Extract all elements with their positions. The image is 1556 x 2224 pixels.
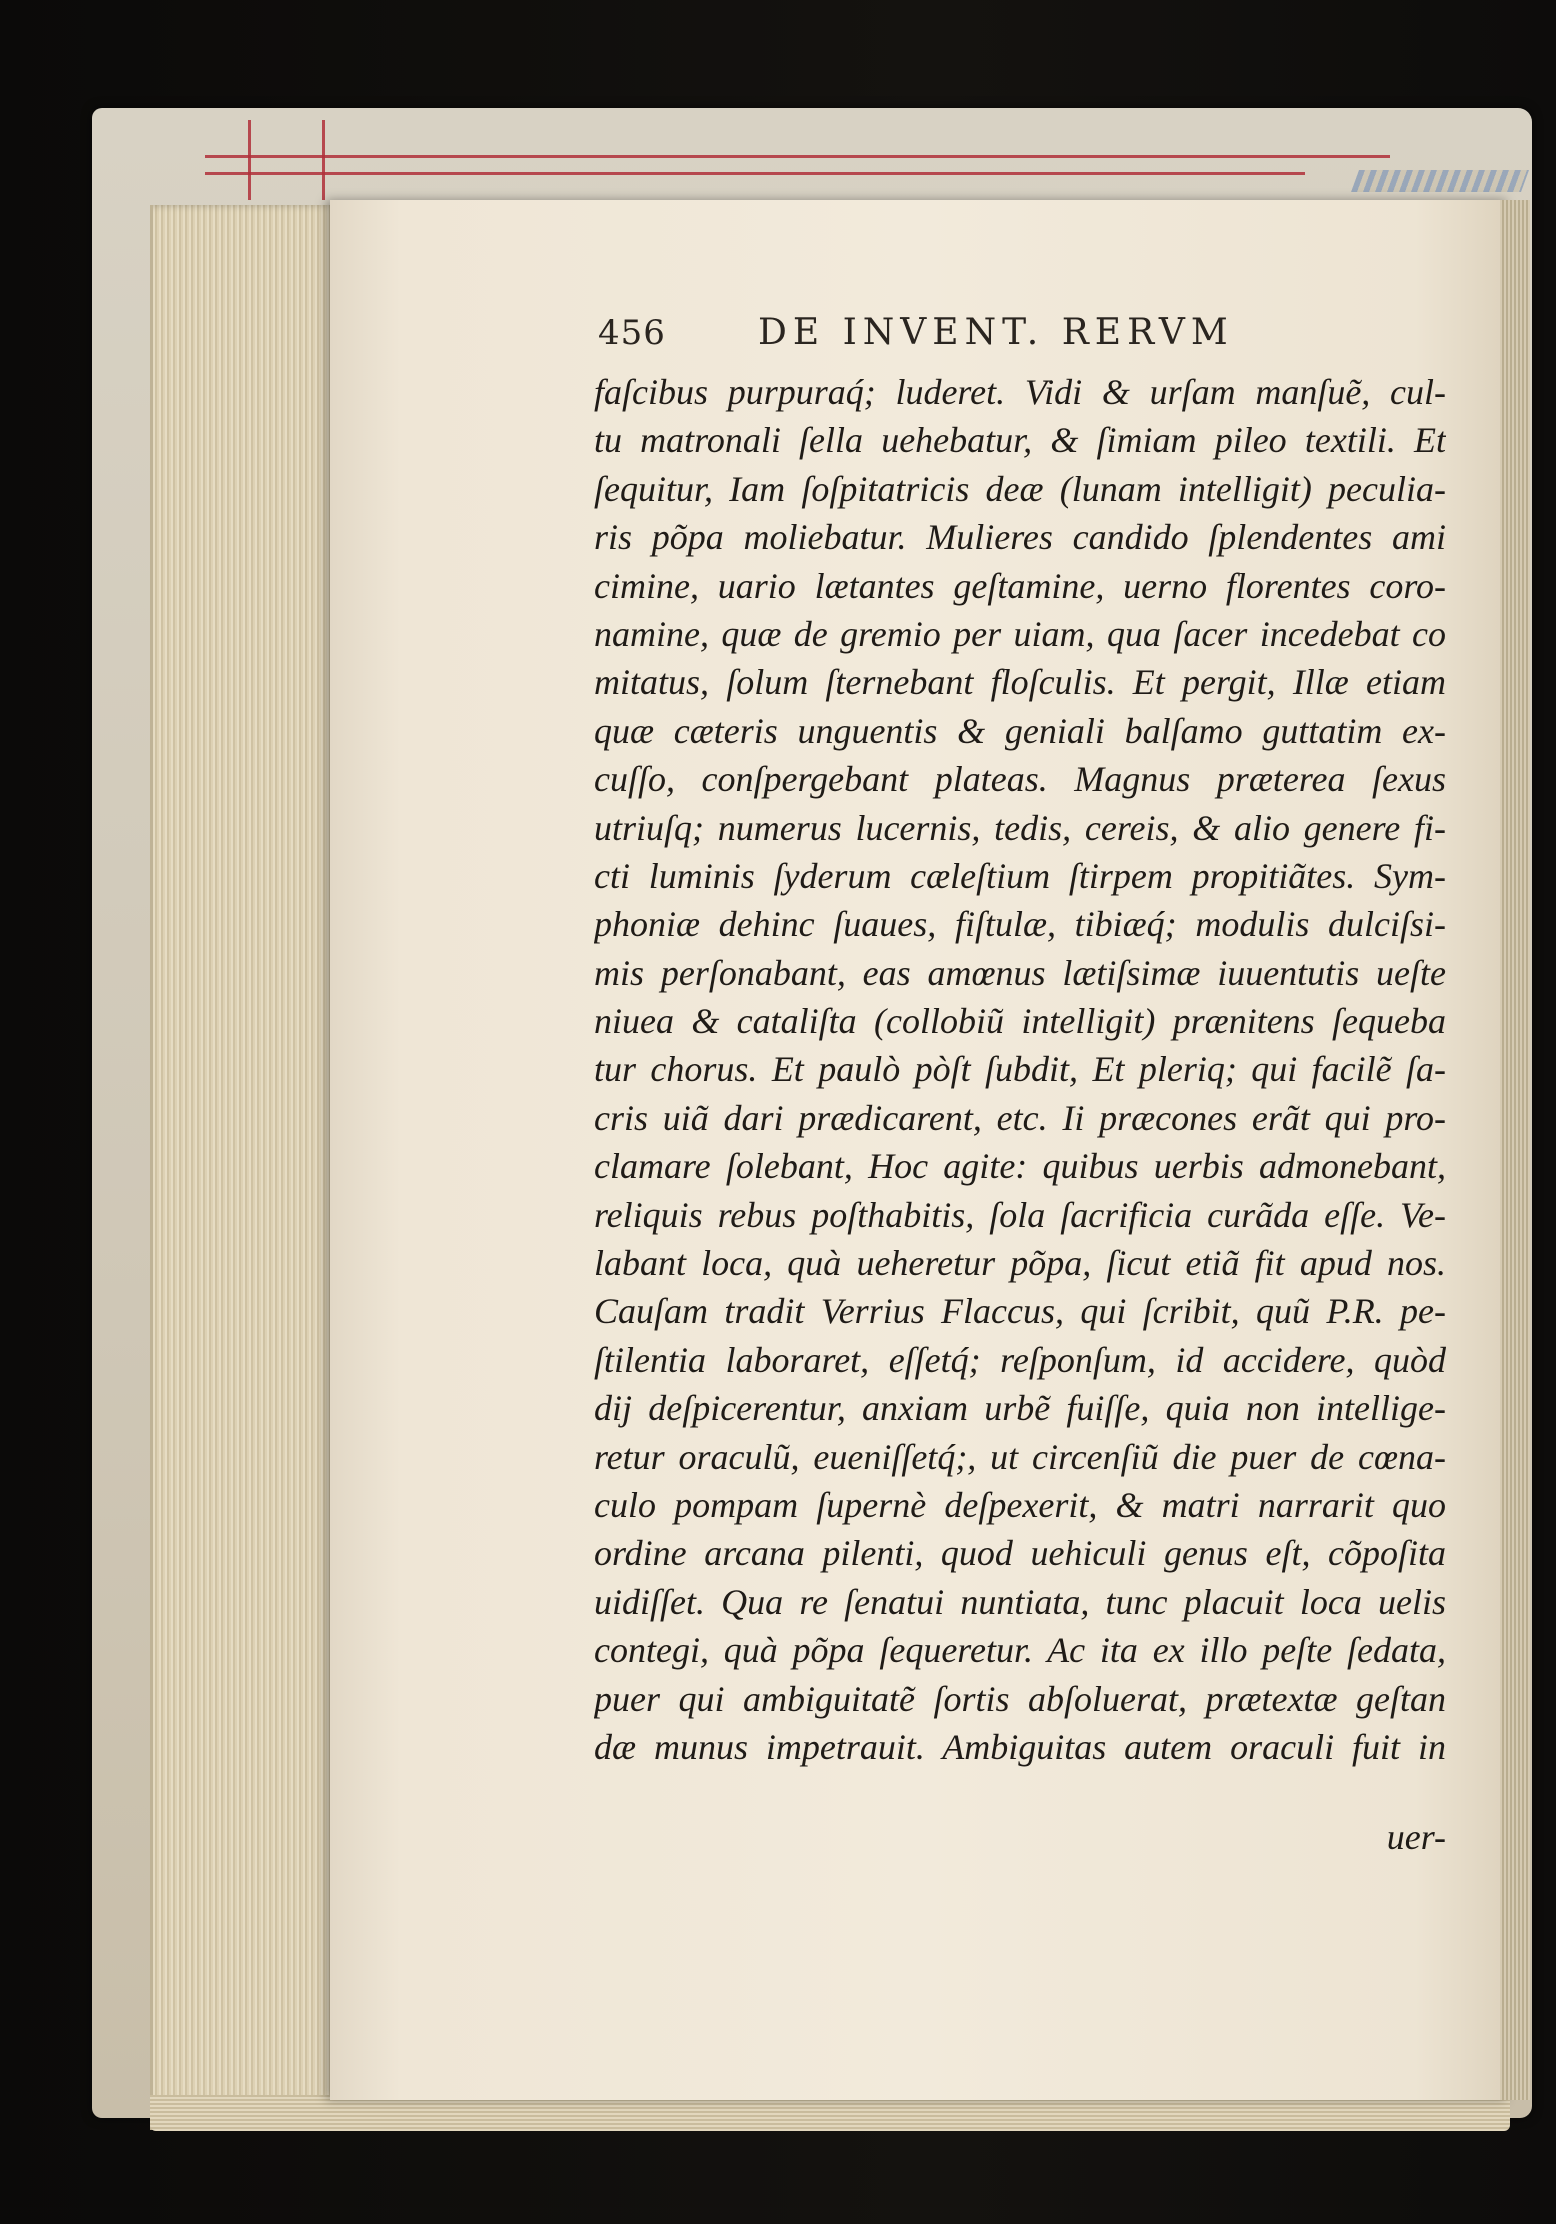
text-line: ris põpa moliebatur. Mulieres candido ſplendentes ami: [594, 517, 1446, 558]
text-line: cimine, uario lætantes geſtamine, uerno florentes coro-: [594, 565, 1446, 606]
text-line: culo pompam ſupernè deſpexerit, & matri narrarit quo: [594, 1484, 1446, 1525]
text-line: labant loca, quà ueheretur põpa, ſicut etiã fit apud nos.: [594, 1243, 1446, 1284]
page-header: [598, 312, 1298, 358]
text-line: ſequitur, Iam ſoſpitatricis deæ (lunam intelligit) peculia-: [594, 468, 1446, 509]
text-line: contegi, quà põpa ſequeretur. Ac ita ex illo peſte ſedata,: [594, 1630, 1446, 1671]
text-line: cti luminis ſyderum cæleſtium ſtirpem propitiãtes. Sym-: [594, 855, 1446, 896]
text-line: faſcibus purpuraq́; luderet. Vidi & urſam manſuẽ, cul-: [594, 372, 1446, 412]
page-number: 456: [598, 313, 666, 353]
cover-marbled-edge: [1351, 170, 1529, 192]
text-line: ſtilentia laboraret, eſſetq́; reſponſum, id accidere, quòd: [594, 1339, 1446, 1380]
text-line: dæ munus impetrauit. Ambiguitas autem oraculi fuit in: [594, 1726, 1446, 1767]
cover-red-rule: [322, 120, 325, 200]
text-line: utriuſq; numerus lucernis, tedis, cereis, & alio genere fi-: [594, 807, 1446, 848]
text-line: Cauſam tradit Verrius Flaccus, qui ſcribit, quũ P.R. pe-: [594, 1291, 1446, 1332]
text-line: puer qui ambiguitatẽ ſortis abſoluerat, prætextæ geſtan: [594, 1678, 1446, 1719]
text-line: niuea & cataliſta (collobiũ intelligit) prænitens ſequeba: [594, 1001, 1446, 1042]
page-stack-right: [1500, 200, 1530, 2100]
text-line: uidiſſet. Qua re ſenatui nuntiata, tunc placuit loca uelis: [594, 1581, 1446, 1622]
text-line: ordine arcana pilenti, quod uehiculi genus eſt, cõpoſita: [594, 1533, 1446, 1574]
text-line: namine, quæ de gremio per uiam, qua ſacer incedebat co: [594, 613, 1446, 654]
text-line: mitatus, ſolum ſternebant floſculis. Et pergit, Illæ etiam: [594, 662, 1446, 703]
text-line: cris uiã dari prædicarent, etc. Ii præcones erãt qui pro-: [594, 1097, 1446, 1138]
text-line: cuſſo, conſpergebant plateas. Magnus præterea ſexus: [594, 759, 1446, 800]
text-line: retur oraculũ, eueniſſetq́;, ut circenſiũ die puer de cœna-: [594, 1436, 1446, 1477]
cover-red-rule: [205, 172, 1305, 175]
cover-red-rule: [248, 120, 251, 200]
text-line: tu matronali ſella uehebatur, & ſimiam pileo textili. Et: [594, 420, 1446, 461]
body-text: [594, 368, 1446, 1771]
text-line: phoniæ dehinc ſuaues, fiſtulæ, tibiæq́; modulis dulciſsi-: [594, 904, 1446, 945]
text-line: mis perſonabant, eas amœnus lætiſsimæ iuuentutis ueſte: [594, 952, 1446, 993]
text-line: reliquis rebus poſthabitis, ſola ſacrificia curãda eſſe. Ve-: [594, 1194, 1446, 1235]
page-stack-bottom: [150, 2095, 1510, 2131]
text-line: clamare ſolebant, Hoc agite: quibus uerbis admonebant,: [594, 1146, 1446, 1187]
running-title: DE INVENT. RERVM: [758, 312, 1234, 353]
text-line: dij deſpicerentur, anxiam urbẽ fuiſſe, quia non intellige-: [594, 1388, 1446, 1429]
text-line: quæ cæteris unguentis & geniali balſamo guttatim ex-: [594, 710, 1446, 751]
page-stack-left: [150, 205, 348, 2130]
catchword: uer-: [1386, 1817, 1446, 1857]
cover-red-rule: [205, 155, 1390, 158]
text-line: tur chorus. Et paulò pòſt ſubdit, Et pleriq; qui facilẽ ſa-: [594, 1049, 1446, 1090]
